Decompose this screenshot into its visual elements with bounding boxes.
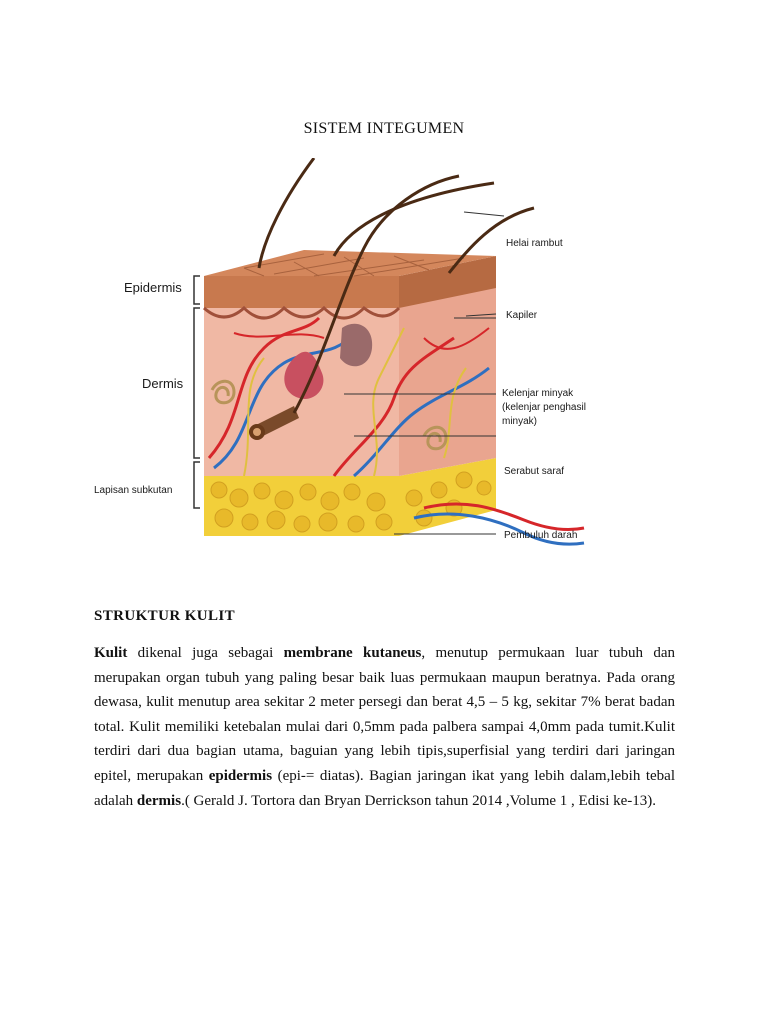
body-paragraph [94,641,675,813]
section-heading: STRUKTUR KULIT [94,608,236,624]
label-kapiler: Kapiler [506,310,538,321]
label-kelenjar-minyak-line3: minyak) [502,416,538,427]
label-helai-rambut: Helai rambut [506,238,563,249]
label-dermis: Dermis [142,376,184,391]
label-pembuluh-darah: Pembuluh darah [504,530,578,541]
term-dermis: dermis [136,792,182,809]
term-kulit: Kulit [94,645,128,661]
paragraph-text-3: (epi-= diatas). Bagian jaringan ikat yang lebih dalam,lebih tebal adalah [94,767,675,809]
term-membrane-kutaneus: membrane kutaneus [283,645,422,661]
label-epidermis: Epidermis [124,280,182,295]
page-title: SISTEM INTEGUMEN [303,120,465,137]
layer-brackets [194,276,200,508]
paragraph-text-1: dikenal juga sebagai [127,645,284,661]
label-kelenjar-minyak: Kelenjar minyak [502,388,574,399]
term-epidermis: epidermis [208,767,273,784]
skin-structure-figure [94,158,600,560]
label-kelenjar-minyak-line2: (kelenjar penghasil [502,402,586,413]
skin-cross-section-illustration [94,158,600,560]
paragraph-text-4: .( Gerald J. Tortora dan Bryan Derrickson tahun 2014 ,Volume 1 , Edisi ke-13). [181,792,657,809]
label-serabut-saraf: Serabut saraf [504,466,565,477]
label-lapisan-subkutan: Lapisan subkutan [94,485,173,496]
paragraph-text-2: , menutup permukaan luar tubuh dan merupakan organ tubuh yang paling besar baik luas permukaan maupun beratnya. Pada orang dewasa, kulit menutup area sekitar 2 meter persegi dan berat 4,5 – 5 kg, sekitar 7% berat badan total. Kulit memiliki ketebalan mulai dari 0,5mm pada palbera sampai 4,0mm pada tumit.Kulit terdiri dari dua bagian utama, baguian yang lebih tipis,superfisial yang terdiri dari jaringan epitel, merupakan [94,645,675,784]
